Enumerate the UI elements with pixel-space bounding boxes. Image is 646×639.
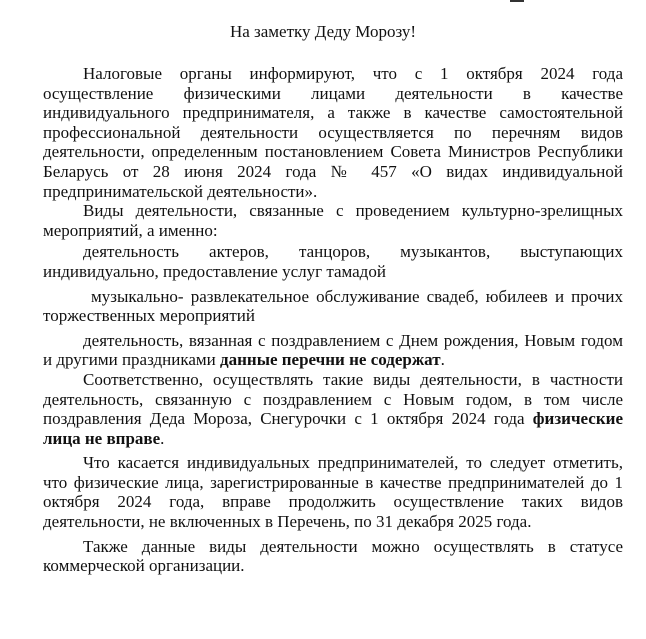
- paragraph-music-entertainment: музыкально- развлекательное обслуживание свадеб, юбилеев и прочих торжественных мероприятий: [43, 286, 623, 326]
- consequently-end: .: [160, 428, 165, 448]
- consequently-bold-text: физические лица не вправе: [43, 409, 623, 448]
- document-body: [43, 64, 623, 576]
- paragraph-actors-dancers: деятельность актеров, танцоров, музыкантов, выступающих индивидуально, предоставление услуг тамадой: [43, 242, 623, 281]
- paragraph-greetings: [43, 331, 623, 370]
- paragraph-consequently: [43, 370, 623, 448]
- scan-edge-mark: [510, 0, 524, 2]
- greetings-bold-text: данные перечни не содержат: [220, 350, 441, 370]
- paragraph-commercial-org: Также данные виды деятельности можно осуществлять в статусе коммерческой организации.: [43, 536, 623, 576]
- paragraph-entrepreneurs: Что касается индивидуальных предпринимателей, то следует отметить, что физические лица, зарегистрированные в качестве предпринимателей до 1 октября 2024 года, вправе продолжить осуществление таких видов деятельности, не включенных в Перечень, по 31 декабря 2025 года.: [43, 453, 623, 532]
- greetings-text: деятельность, вязанная с поздравлением с Днем рождения, Новым годом и другими праздниками: [43, 330, 623, 370]
- paragraph-activity-types: Виды деятельности, связанные с проведением культурно-зрелищных мероприятий, а именно:: [43, 201, 623, 240]
- document-title: На заметку Деду Морозу!: [229, 22, 417, 41]
- greetings-end: .: [440, 350, 445, 370]
- paragraph-tax-notice: Налоговые органы информируют, что с 1 октября 2024 года осуществление физическими лицами деятельности в качестве индивидуального предпринимателя, а также в качестве самостоятельной профессиональной деятельности осуществляется по перечням видов деятельности, определенным постановлением Совета Министров Республики Беларусь от 28 июня 2024 года № 457 «О видах индивидуальной предпринимательской деятельности».: [43, 64, 623, 201]
- consequently-text: Соответственно, осуществлять такие виды деятельности, в частности деятельность, связанную с поздравлением с Новым годом, в том числе поздравления Деда Мороза, Снегурочки с 1 октября 2024 года: [43, 369, 623, 429]
